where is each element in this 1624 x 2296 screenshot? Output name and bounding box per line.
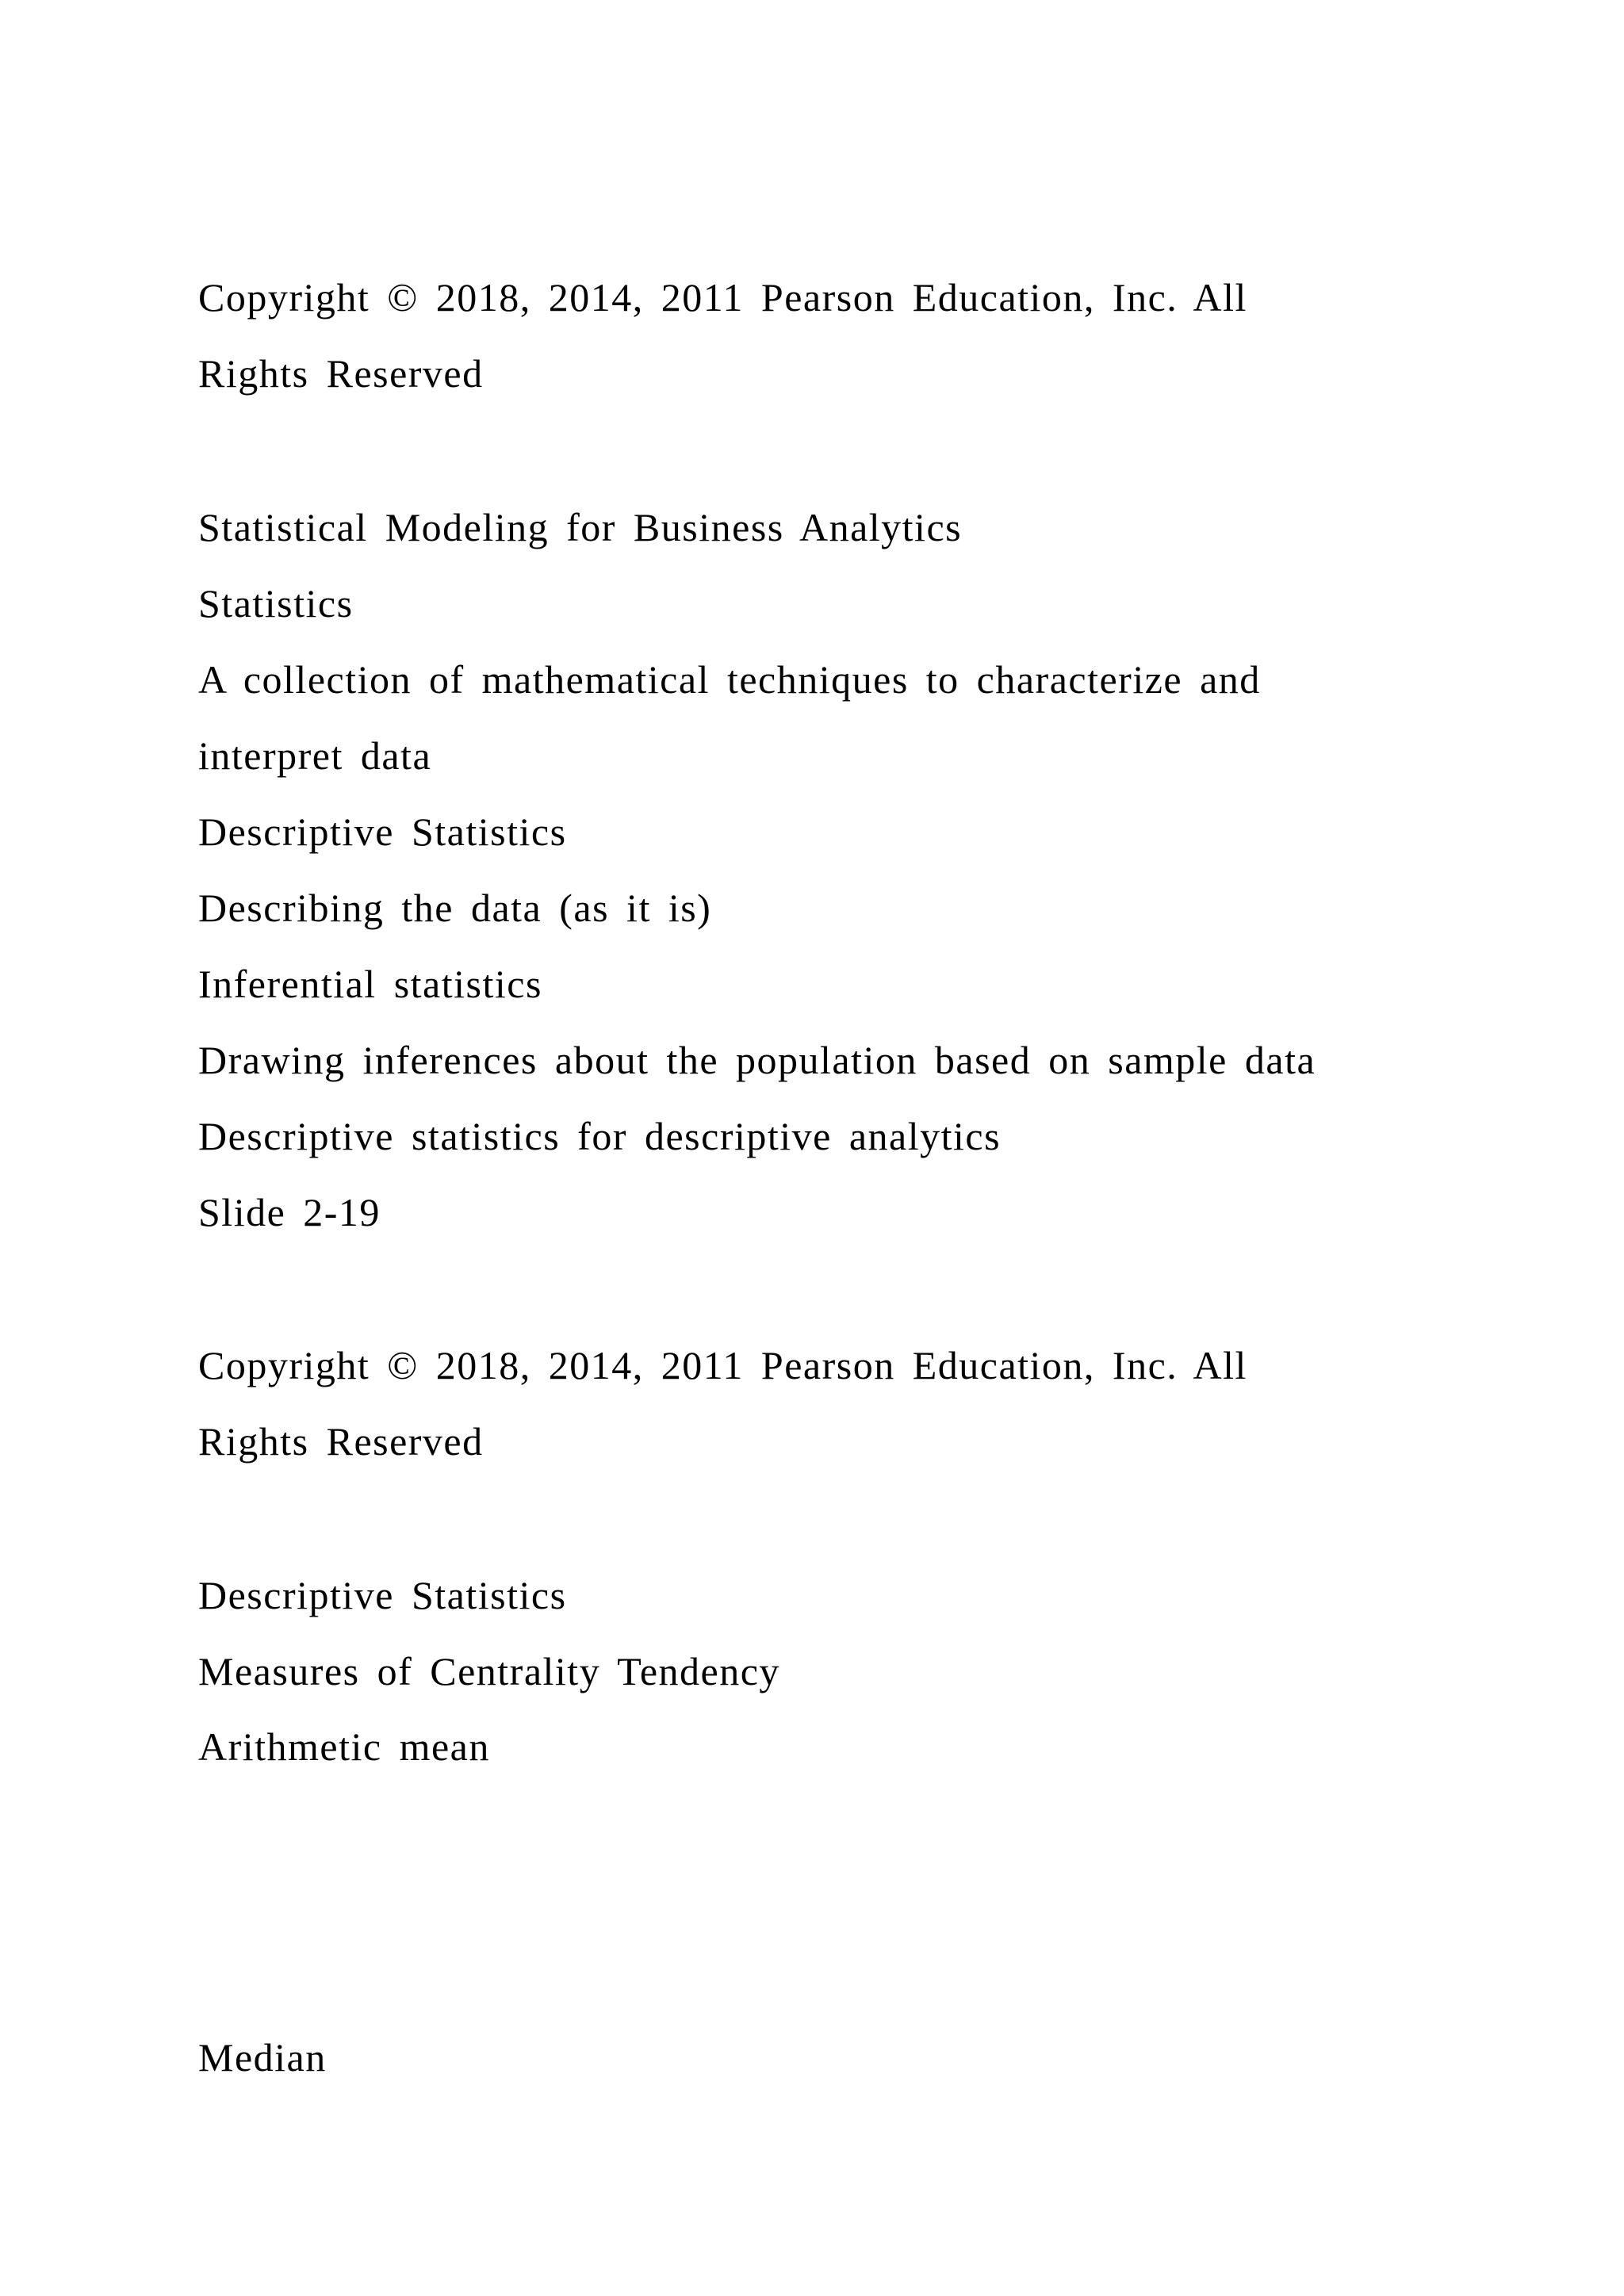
text-line: A collection of mathematical techniques to characterize and bbox=[198, 657, 1261, 702]
text-line: Statistics bbox=[198, 581, 354, 626]
copyright-line-1: Copyright © 2018, 2014, 2011 Pearson Education, Inc. All bbox=[198, 1343, 1247, 1387]
text-line: Measures of Centrality Tendency bbox=[198, 1649, 780, 1693]
text-line: interpret data bbox=[198, 733, 432, 778]
text-line: Median bbox=[198, 2035, 327, 2080]
slide-number: Slide 2-19 bbox=[198, 1190, 381, 1234]
slide-title: Statistical Modeling for Business Analytics bbox=[198, 505, 963, 549]
text-line: Inferential statistics bbox=[198, 962, 542, 1006]
copyright-line-2: Rights Reserved bbox=[198, 351, 484, 396]
text-line: Descriptive Statistics bbox=[198, 809, 567, 854]
copyright-line-1: Copyright © 2018, 2014, 2011 Pearson Education, Inc. All bbox=[198, 275, 1247, 320]
text-line: Descriptive statistics for descriptive analytics bbox=[198, 1114, 1002, 1158]
text-line: Drawing inferences about the population based on sample data bbox=[198, 1038, 1316, 1082]
slide-title: Descriptive Statistics bbox=[198, 1573, 567, 1617]
text-line: Describing the data (as it is) bbox=[198, 886, 712, 930]
copyright-line-2: Rights Reserved bbox=[198, 1419, 484, 1464]
text-line: Arithmetic mean bbox=[198, 1724, 490, 1769]
